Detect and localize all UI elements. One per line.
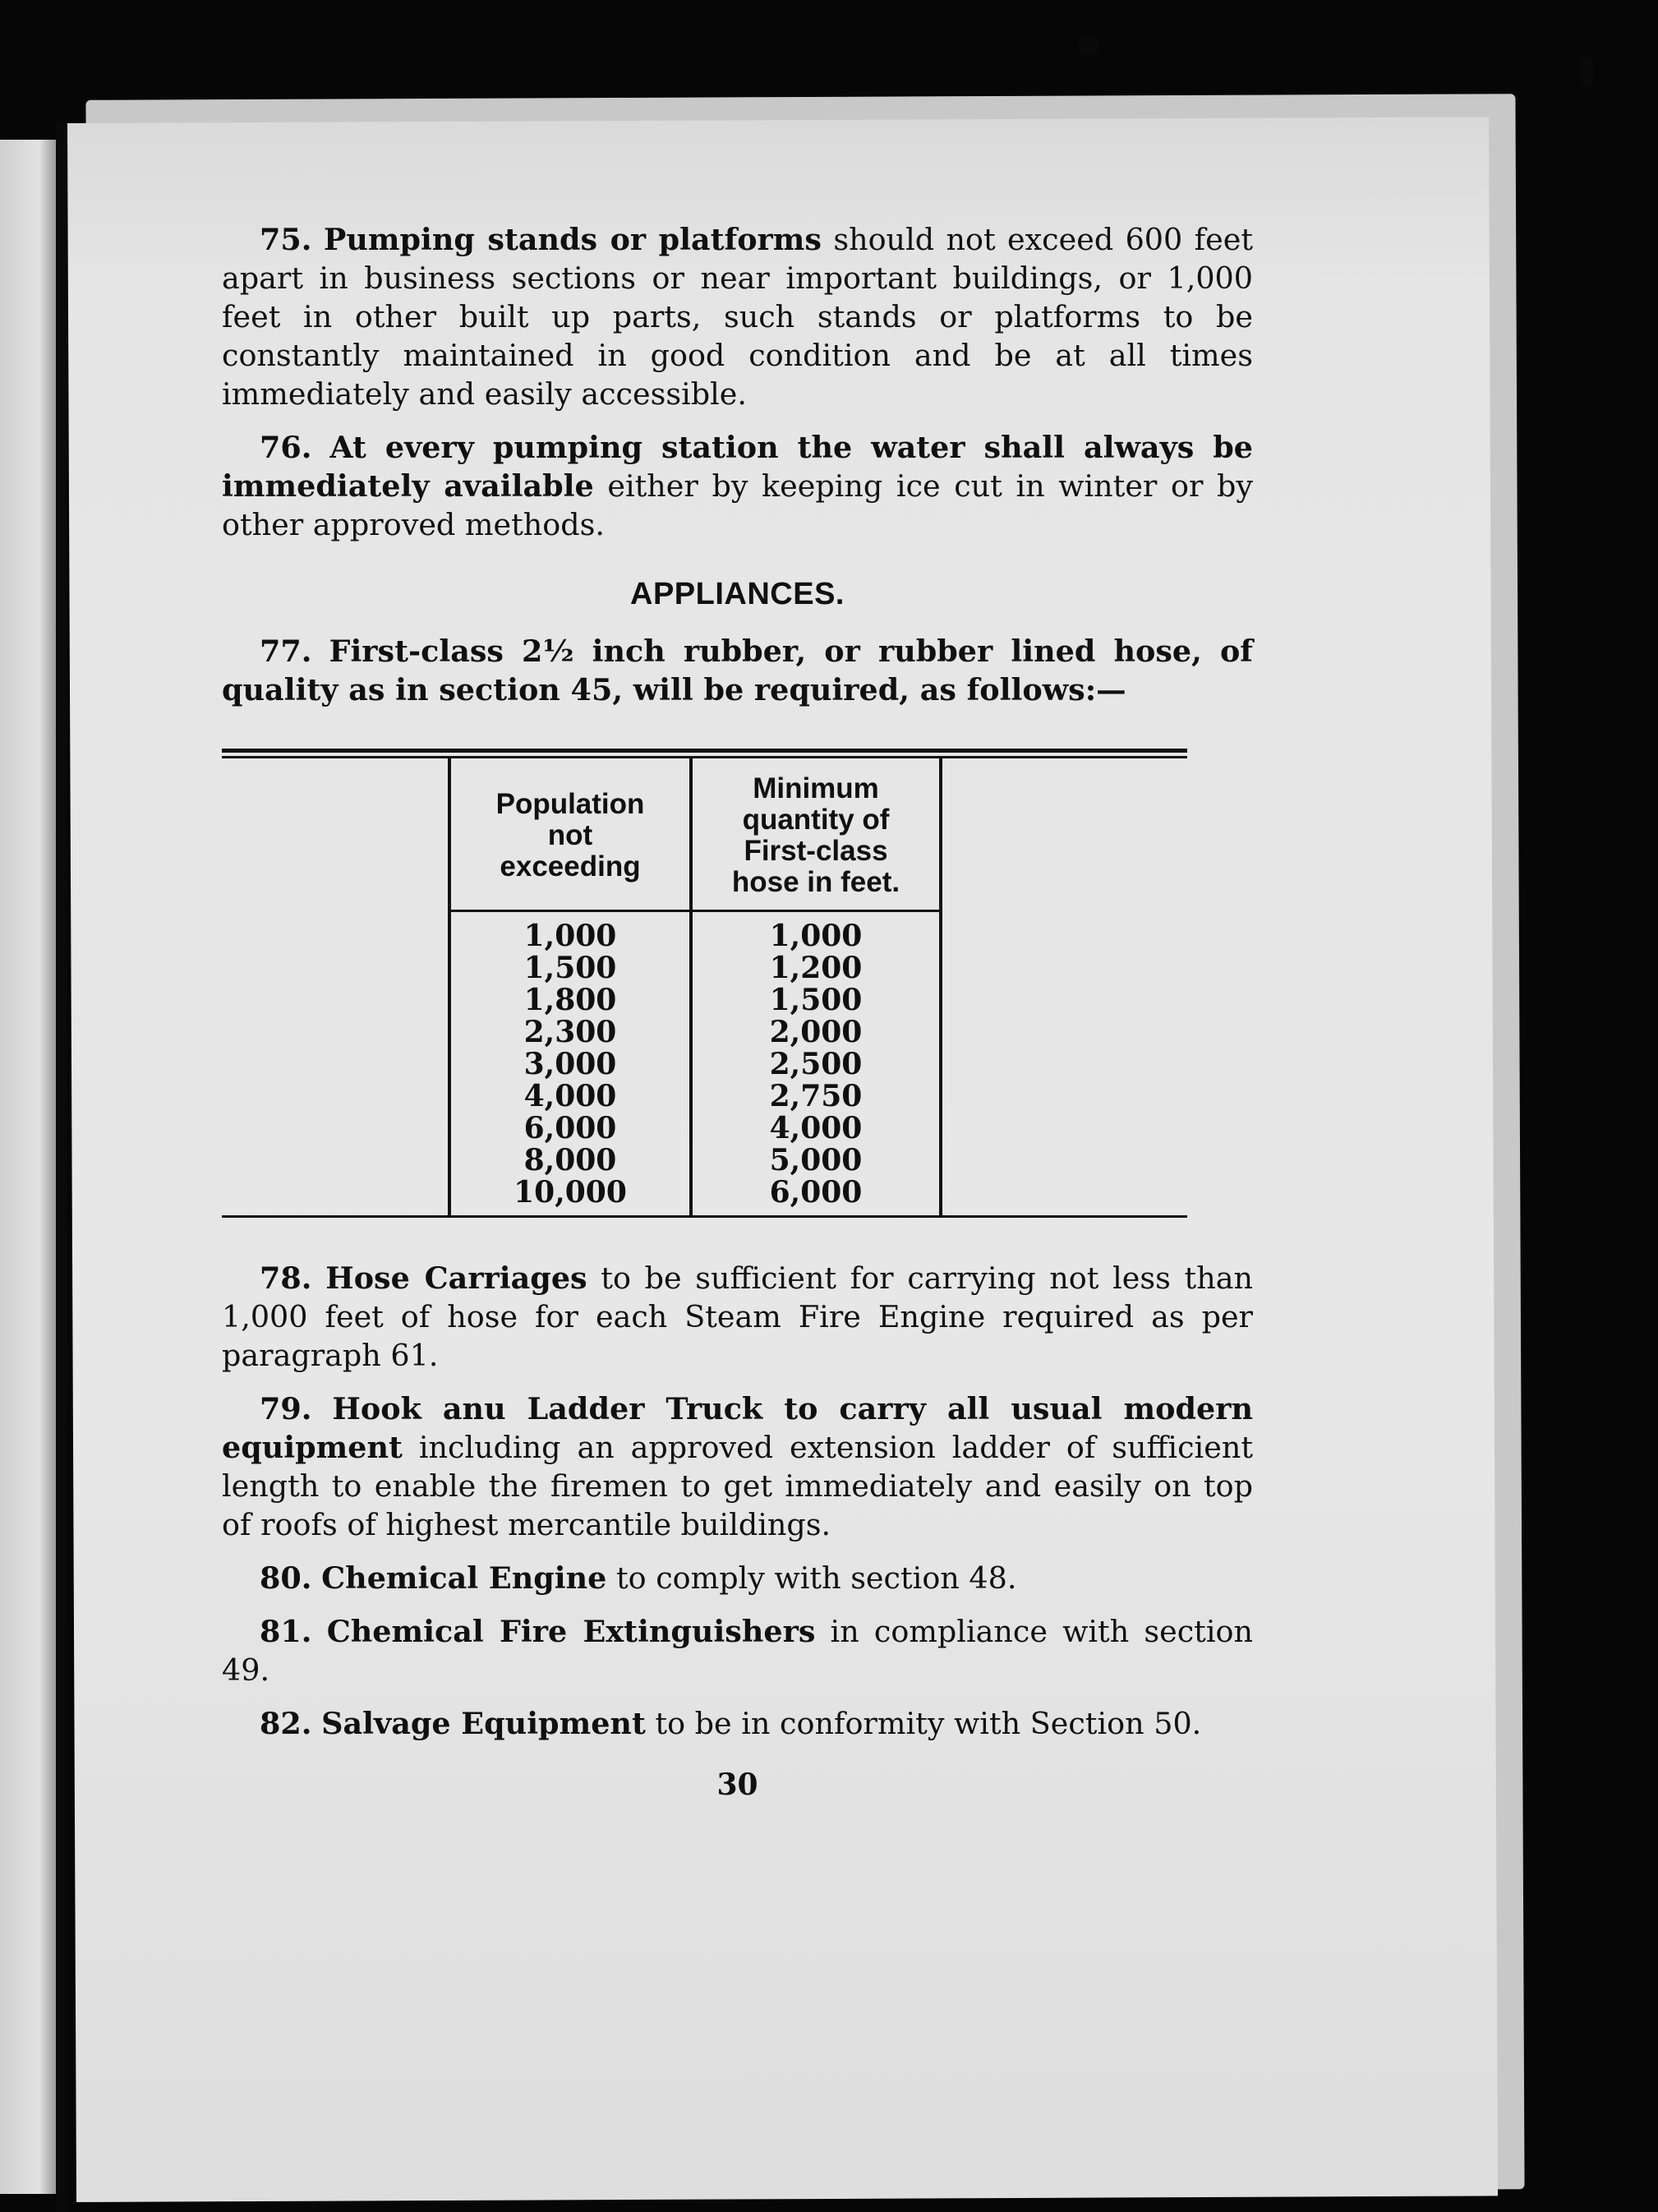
paragraph-text: including an approved extension ladder of sufficient length to enable the firemen to get immediately and easily on top of roofs of highest mercantile buildings. [222, 1430, 1253, 1542]
paragraph-lead: Pumping stands or platforms [323, 222, 822, 257]
page-binding [56, 123, 67, 2212]
paragraph-number: 77. [260, 634, 312, 669]
header-line: exceeding [500, 850, 641, 882]
population-value: 10,000 [514, 1175, 627, 1210]
paragraph-lead: Salvage Equipment [321, 1706, 646, 1741]
hose-feet-value: 2,500 [769, 1047, 863, 1081]
population-value: 8,000 [523, 1143, 617, 1177]
paragraph-text: to be in conformity with Section 50. [645, 1706, 1202, 1741]
paragraph-81 [222, 1612, 1253, 1689]
paragraph-76 [222, 428, 1253, 544]
paragraph-80 [222, 1559, 1253, 1597]
scan-speck [1579, 58, 1594, 85]
hose-feet-value: 5,000 [769, 1143, 863, 1177]
header-line: Minimum [753, 772, 879, 804]
paragraph-75 [222, 220, 1253, 413]
scan-speck [1078, 36, 1099, 54]
paragraph-lead: Hook anu Ladder Truck to carry all usual modern equipment [222, 1391, 1253, 1465]
population-value: 1,800 [523, 983, 617, 1017]
header-line: Population [495, 788, 645, 820]
paragraph-text: to comply with section 48. [606, 1560, 1017, 1596]
paragraph-79 [222, 1389, 1253, 1544]
hose-feet-value: 6,000 [769, 1175, 863, 1210]
population-value: 1,500 [523, 951, 617, 985]
hose-feet-column [691, 911, 941, 1216]
population-value: 6,000 [523, 1111, 617, 1145]
population-value: 1,000 [523, 919, 617, 953]
population-value: 3,000 [523, 1047, 617, 1081]
paragraph-lead: Chemical Fire Extinguishers [326, 1614, 816, 1649]
paragraph-number: 76. [260, 430, 312, 465]
paragraph-number: 80. [260, 1560, 312, 1596]
table-bottom-rule [222, 1215, 1187, 1218]
paragraph-lead: At every pumping station the water shall always be immediately available [222, 430, 1254, 504]
hose-table [448, 758, 942, 1215]
paragraph-text: should not exceed 600 feet apart in business sections or near important buildings, or 1,000 feet in other built up parts, such stands or platforms to be constantly maintained in good condition and be at all times immediately and easily accessible. [222, 222, 1253, 412]
paragraph-82 [222, 1704, 1253, 1743]
paragraph-lead: Hose Carriages [325, 1260, 587, 1296]
header-line: First-class [744, 835, 888, 867]
paragraph-number: 79. [260, 1391, 312, 1426]
header-line: hose in feet. [731, 866, 900, 898]
table-top-rule [222, 749, 1187, 758]
page-content [222, 220, 1253, 1802]
header-line: quantity of [742, 804, 890, 836]
paragraph-number: 78. [260, 1260, 312, 1296]
paragraph-77 [222, 632, 1253, 709]
hose-feet-value: 1,200 [769, 951, 863, 985]
section-heading: APPLIANCES. [630, 577, 845, 611]
hose-feet-value: 2,000 [769, 1015, 863, 1049]
paragraph-number: 81. [260, 1614, 312, 1649]
hose-feet-value: 1,500 [769, 983, 863, 1017]
population-value: 2,300 [523, 1015, 617, 1049]
adjacent-page-edge [0, 140, 56, 2194]
paragraph-78 [222, 1259, 1253, 1375]
paragraph-text: either by keeping ice cut in winter or by other approved methods. [222, 468, 1254, 542]
header-population [449, 758, 691, 911]
paragraph-text: in compliance with section 49. [222, 1614, 1253, 1688]
hose-feet-value: 1,000 [769, 919, 863, 953]
population-column [449, 911, 691, 1216]
hose-feet-value: 2,750 [769, 1079, 863, 1113]
paragraph-lead: Chemical Engine [321, 1560, 607, 1596]
header-hose-quantity [691, 758, 941, 911]
hose-requirements-table [222, 749, 1187, 1218]
page-number: 30 [716, 1767, 758, 1802]
paragraph-number: 82. [260, 1706, 312, 1741]
table-row [449, 911, 941, 1216]
paragraph-lead: First-class 2½ inch rubber, or rubber lined hose, of quality as in section 45, will be required, as follows:— [222, 634, 1253, 707]
hose-feet-value: 4,000 [769, 1111, 863, 1145]
header-line: not [547, 819, 593, 851]
paragraph-number: 75. [260, 222, 312, 257]
population-value: 4,000 [523, 1079, 617, 1113]
paragraph-text: to be sufficient for carrying not less than 1,000 feet of hose for each Steam Fire Engine required as per paragraph 61. [222, 1260, 1253, 1373]
